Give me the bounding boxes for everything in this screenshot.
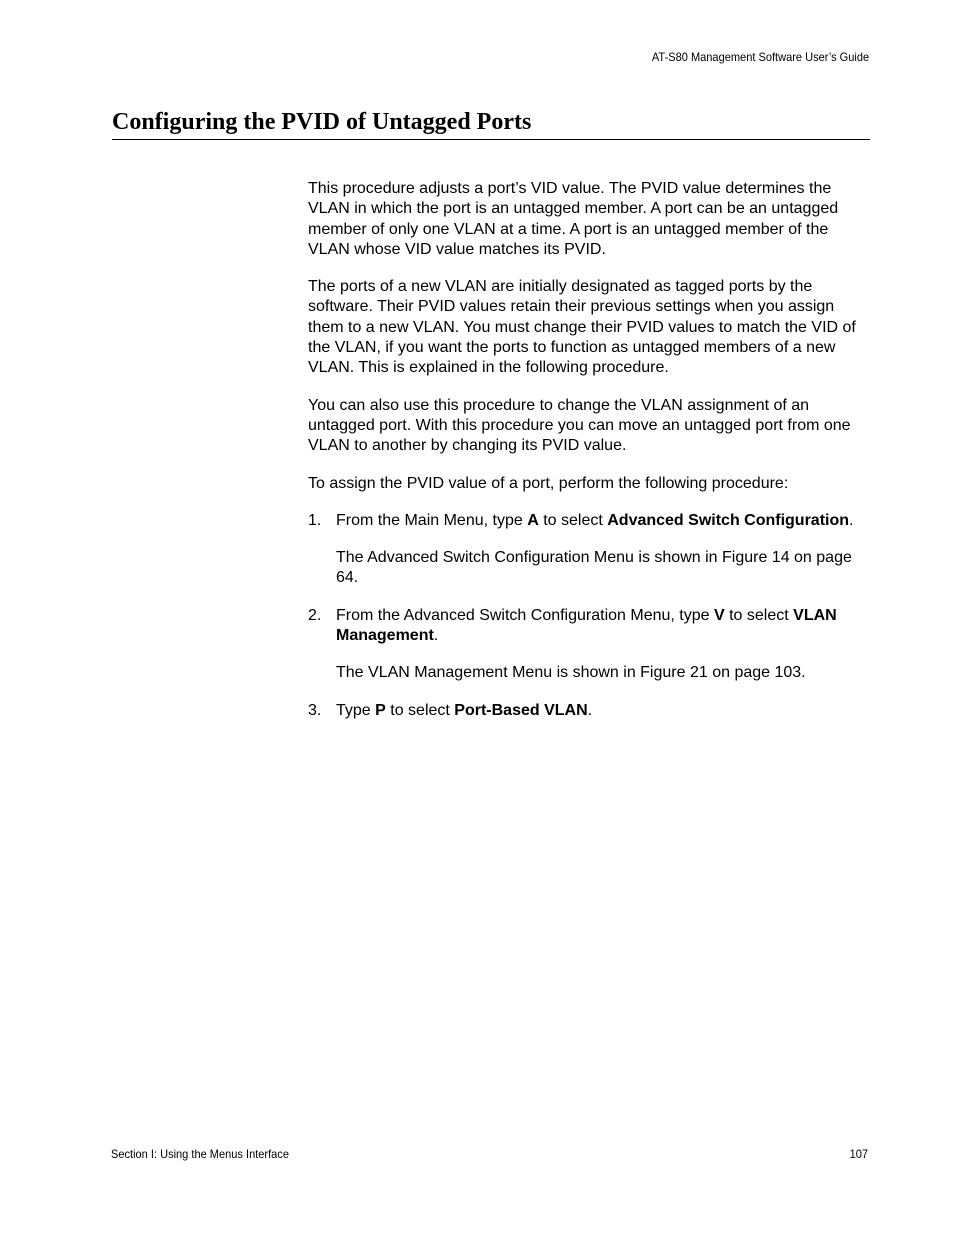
- procedure-steps: [308, 511, 870, 721]
- step-note: The Advanced Switch Configuration Menu is shown in Figure 14 on page 64.: [336, 549, 852, 587]
- step-text: Type: [336, 701, 376, 719]
- step-note: The VLAN Management Menu is shown in Figure 21 on page 103.: [336, 664, 806, 682]
- step-key: A: [527, 511, 539, 529]
- step-instruction: [336, 606, 870, 647]
- step-2: [308, 606, 870, 684]
- step-text: to select: [385, 701, 455, 719]
- step-menu-name: Port-Based VLAN: [454, 701, 588, 719]
- step-text: From the Main Menu, type: [336, 511, 528, 529]
- step-text: to select: [538, 511, 608, 529]
- title-rule: [112, 139, 870, 140]
- step-1: [308, 511, 870, 589]
- step-number: 3.: [308, 701, 322, 719]
- step-menu-name: Advanced Switch Configuration: [607, 511, 850, 529]
- step-text: From the Advanced Switch Configuration Menu, type: [336, 606, 714, 624]
- section-title: Configuring the PVID of Untagged Ports: [112, 109, 532, 135]
- step-number: 1.: [308, 511, 322, 529]
- step-key: V: [713, 606, 725, 624]
- body-text: [308, 179, 870, 738]
- step-key: P: [375, 701, 386, 719]
- step-text: .: [849, 511, 854, 529]
- footer-page-number: 107: [849, 1147, 868, 1161]
- paragraph: This procedure adjusts a port’s VID value. The PVID value determines the VLAN in which the port is an untagged member. A port can be an untagged member of only one VLAN at a time. A port is an untagged member of the VLAN whose VID value matches its PVID.: [308, 180, 839, 258]
- step-text: .: [433, 627, 439, 645]
- step-instruction: [336, 701, 870, 721]
- step-instruction: [336, 511, 870, 531]
- paragraph: The ports of a new VLAN are initially designated as tagged ports by the software. Their PVID values retain their previous settings when you assign them to a new VLAN. You must change their PVID values to match the VID of the VLAN, if you want the ports to function as untagged members of a new VLAN. This is explained in the following procedure.: [308, 278, 856, 377]
- step-text: .: [587, 701, 593, 719]
- step-number: 2.: [308, 606, 322, 624]
- step-3: [308, 701, 870, 721]
- step-menu-name: VLAN Management: [336, 606, 837, 645]
- paragraph: You can also use this procedure to change the VLAN assignment of an untagged port. With this procedure you can move an untagged port from one VLAN to another by changing its PVID value.: [308, 396, 851, 455]
- step-text: to select: [724, 606, 794, 624]
- running-header: AT-S80 Management Software User’s Guide: [651, 50, 869, 64]
- paragraph: To assign the PVID value of a port, perform the following procedure:: [308, 474, 789, 492]
- footer-section-label: Section I: Using the Menus Interface: [111, 1147, 289, 1161]
